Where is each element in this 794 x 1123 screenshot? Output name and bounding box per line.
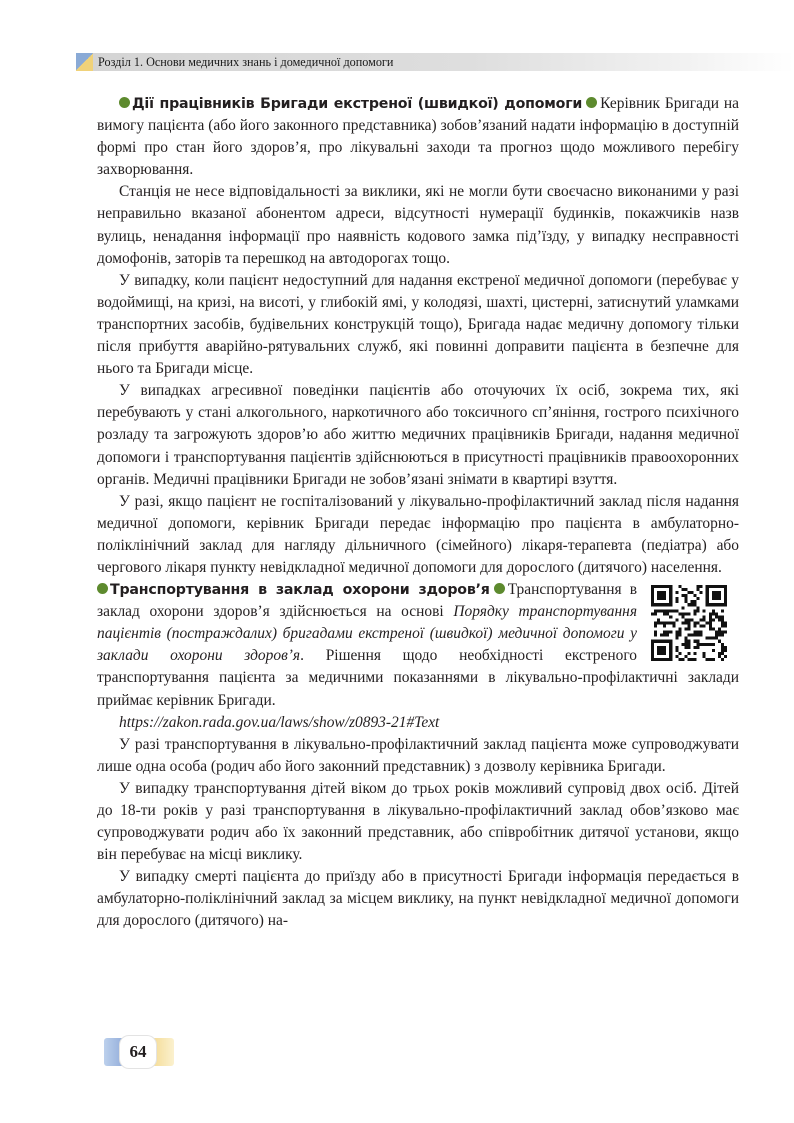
section2-intro-after: . Рішення щодо необхідності екстреного транспортування пацієнта за медичними показаннями в лікувально-профілактичні заклади приймає керівник Бригади. bbox=[97, 647, 739, 709]
law-link[interactable]: https://zakon.rada.gov.ua/laws/show/z0893-21#Text bbox=[119, 713, 440, 731]
page-body bbox=[97, 93, 739, 933]
paragraph: У разі транспортування в лікувально-профілактичний заклад пацієнта може супроводжувати лише одна особа (родич або його законний представник) з дозволу керівника Бригади. bbox=[97, 735, 739, 775]
section1-heading: Дії працівників Бригади екстреної (швидкої) допомоги bbox=[132, 96, 583, 112]
section2-intro-paragraph bbox=[97, 579, 739, 712]
section1-intro: Керівник Бригади на вимогу пацієнта (або його законного представника) зобов’язаний надати інформацію в доступній формі про стан його здоров’я, про лікувальні заходи та прогноз щодо можливого перебігу захворювання. bbox=[97, 95, 739, 179]
paragraph: У разі, якщо пацієнт не госпіталізований у лікувально-профілактичний заклад після надання медичної допомоги, керівник Бригади передає інформацію про пацієнта в амбулаторно-поліклінічний заклад для нагляду дільничного (сімейного) лікаря-терапевта (педіатра) або чергового лікаря пункту невідкладної медичної допомоги для дорослого (дитячого) населення. bbox=[97, 492, 739, 576]
bullet-icon bbox=[494, 583, 505, 594]
paragraph: У випадку, коли пацієнт недоступний для надання екстреної медичної допомоги (перебуває у водоймищі, на кризі, на висоті, у глибокій ямі, у колодязі, шахті, цистерні, затиснутий уламками транспортних засобів, будівельних конструкцій тощо), Бригада надає медичну допомогу тільки після прибуття аварійно-рятувальних служб, які повинні доправити пацієнта в безпечне для нього та Бригади місце. bbox=[97, 271, 739, 378]
page-number: 64 bbox=[120, 1036, 156, 1068]
bullet-icon bbox=[119, 97, 130, 108]
header-corner-mark bbox=[76, 53, 93, 71]
regulation-title: Порядку транспортування пацієнтів (постраждалих) бригадами екстреної (швидкої) медичної допомоги у заклади охорони здоров’я bbox=[97, 603, 637, 665]
qr-code-icon[interactable] bbox=[651, 585, 727, 661]
section2-intro-before: Транспортування в заклад охорони здоров’я здійснюється на основі bbox=[97, 581, 637, 621]
section2-heading: Транспортування в заклад охорони здоров’я bbox=[110, 582, 490, 599]
running-header: Розділ 1. Основи медичних знань і домедичної допомоги bbox=[98, 55, 394, 69]
bullet-icon bbox=[97, 583, 108, 594]
paragraph: Станція не несе відповідальності за виклики, які не могли бути своєчасно виконаними у разі неправильно вказаної абонентом адреси, відсутності нумерації будинків, покажчиків назв вулиць, ненадання інформації про наявність кодового замка під’їзду, у випадку несправності домофонів, заторів та перешкод на автодорогах тощо. bbox=[97, 183, 739, 267]
paragraph: У випадку смерті пацієнта до приїзду або в присутності Бригади інформація передається в амбулаторно-поліклінічний заклад за місцем виклику, на пункт невідкладної медичної допомоги для дорослого (дитячого) на- bbox=[97, 868, 739, 930]
section1-intro-paragraph bbox=[97, 93, 739, 181]
page-number-badge bbox=[104, 1036, 174, 1068]
paragraph: У випадку транспортування дітей віком до трьох років можливий супровід двох осіб. Дітей до 18-ти років у разі транспортування в лікувально-профілактичний заклад обов’язково має супроводжувати родич або їх законний представник, або співробітник дитячої установи, якщо він перебуває на місці виклику. bbox=[97, 779, 739, 864]
paragraph: У випадках агресивної поведінки пацієнтів або оточуючих їх осіб, зокрема тих, які перебувають у стані алкогольного, наркотичного або токсичного сп’яніння, гострого психічного розладу та загрожують здоров’ю або життю медичних працівників Бригади, надання медичної допомоги і транспортування пацієнтів здійснюються в присутності працівників правоохоронних органів. Медичні працівники Бригади не зобов’язані знімати в квартирі взуття. bbox=[97, 382, 739, 488]
bullet-icon bbox=[586, 97, 597, 108]
